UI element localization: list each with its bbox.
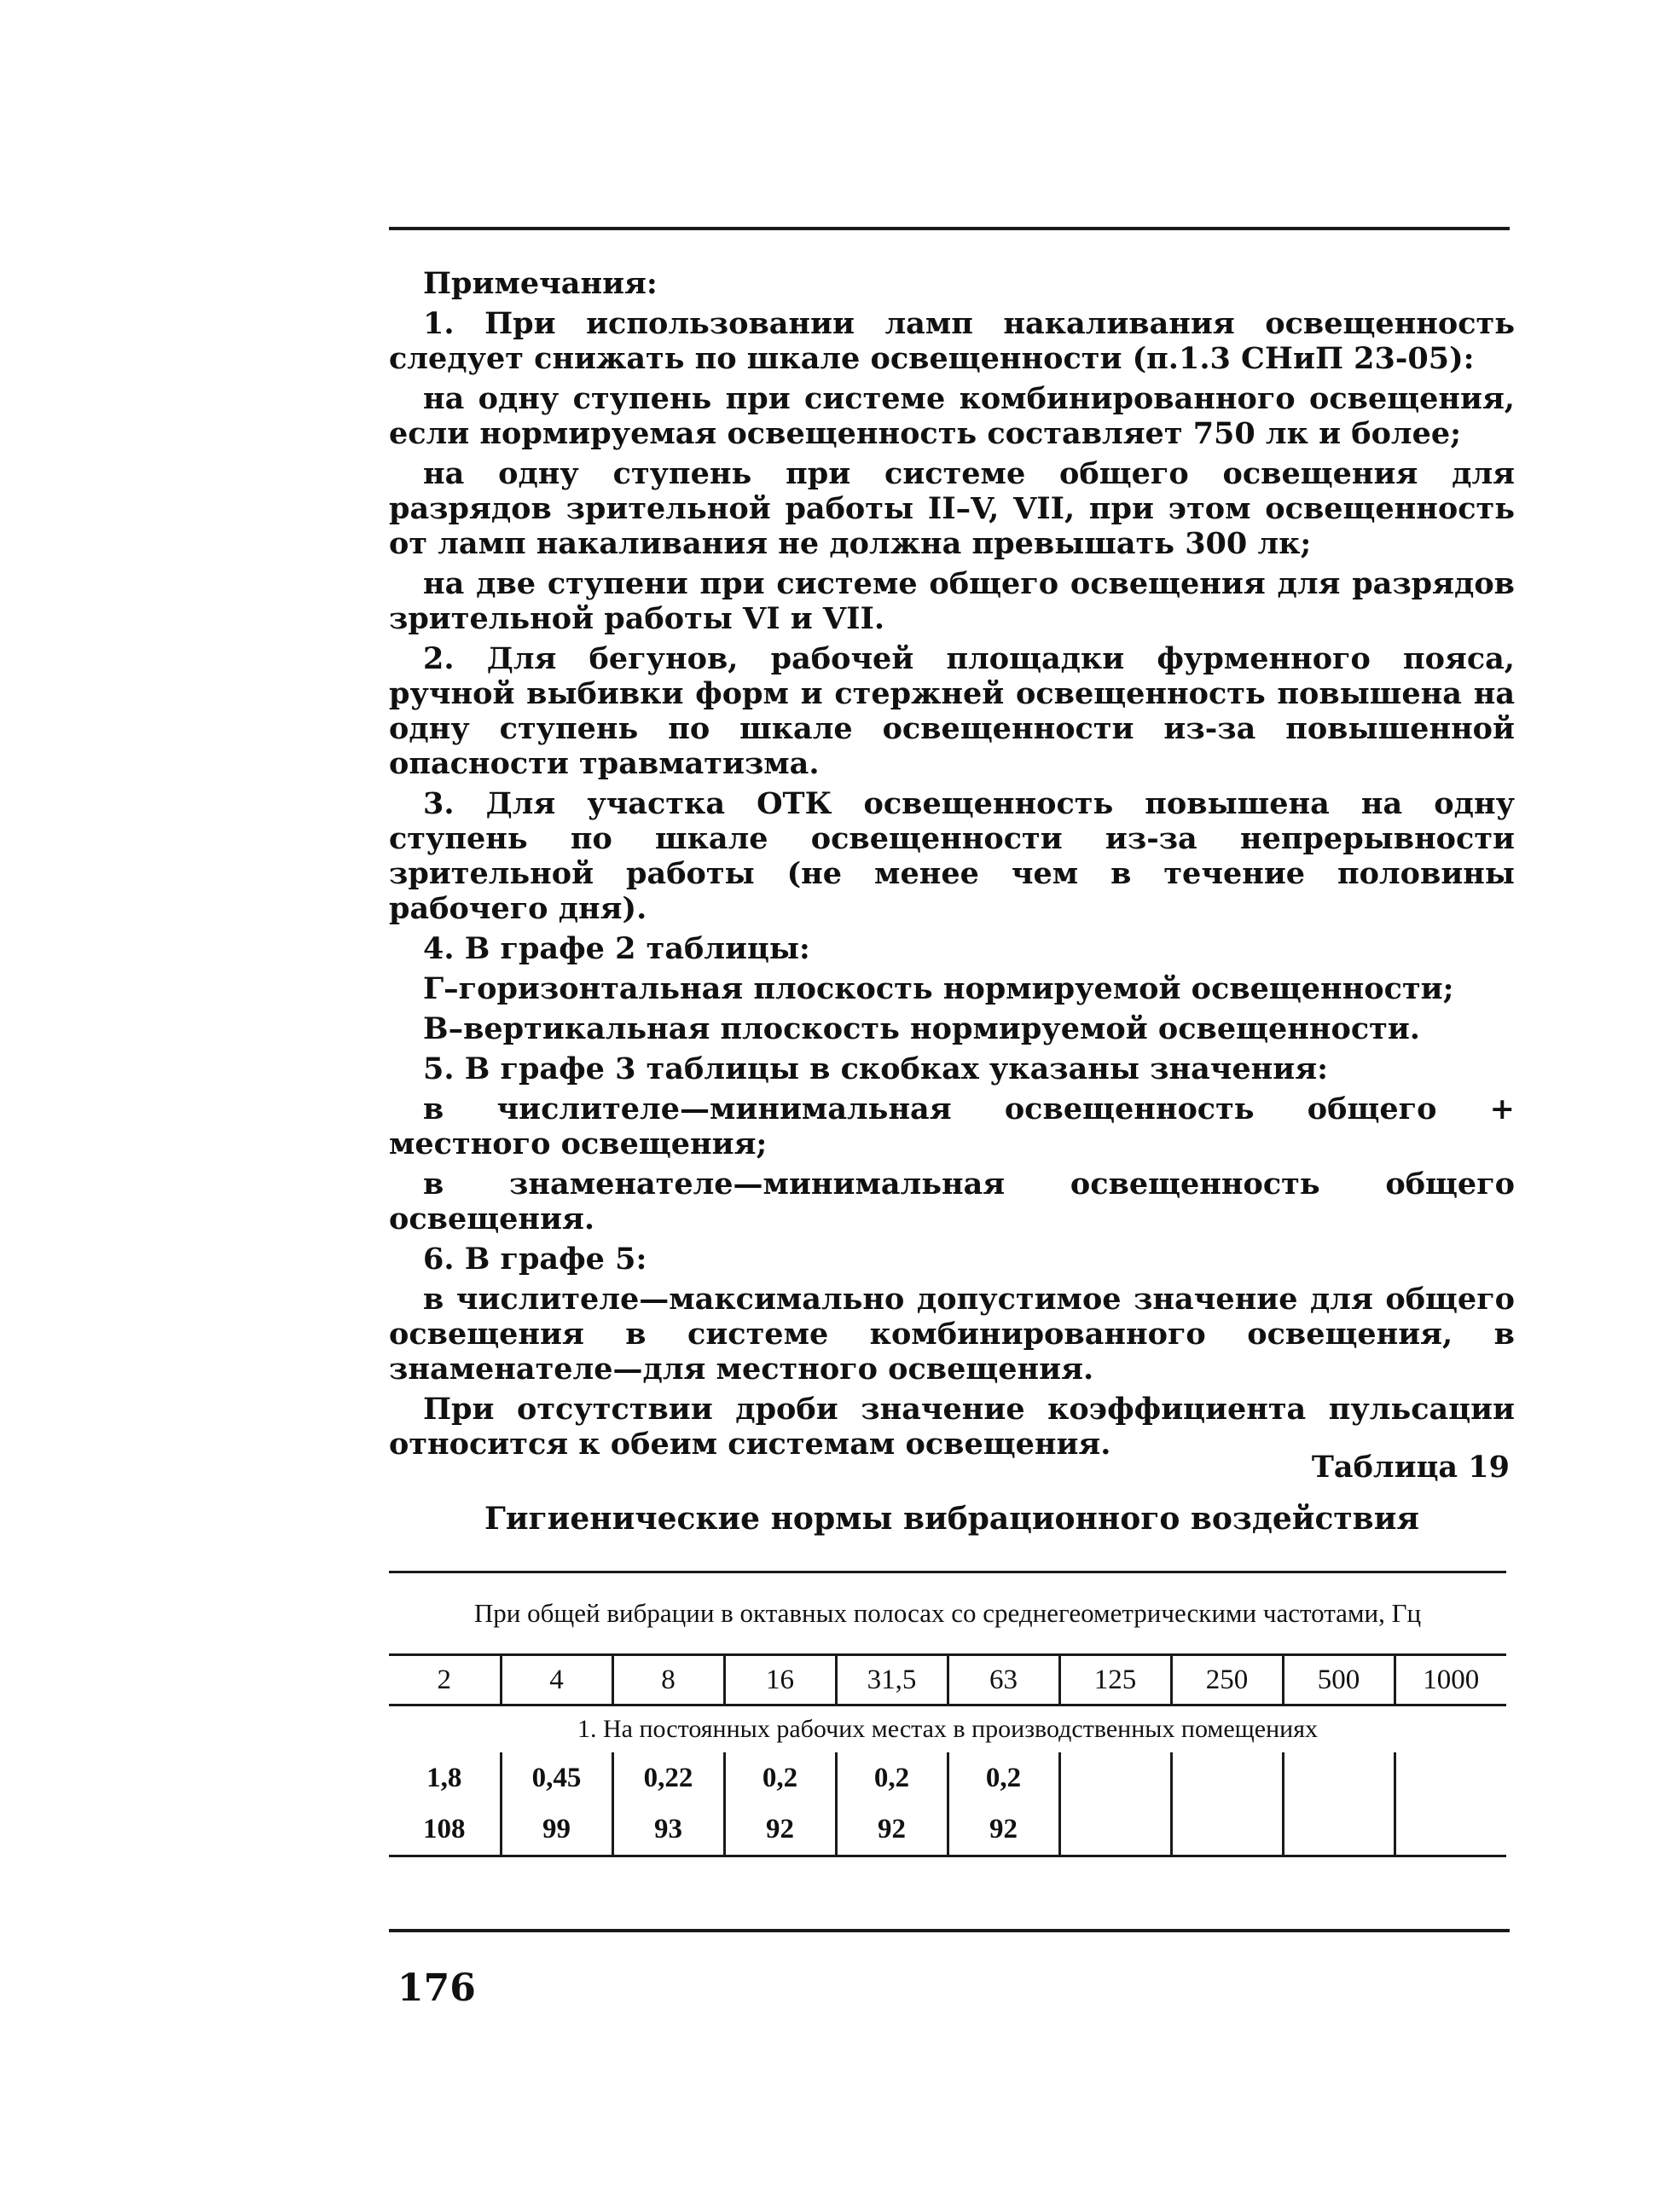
frequency-span-header: При общей вибрации в октавных полосах со среднегеометрическими частотами, Гц (389, 1572, 1506, 1655)
table-title: Гигиенические нормы вибрационного воздействия (484, 1501, 1419, 1537)
note-paragraph: в числителе—максимально допустимое значение для общего освещения в системе комбинированного освещения, в знаменателе—для местного освещения. (389, 1282, 1515, 1387)
frequency-cell: 31,5 (836, 1655, 948, 1705)
top-rule (389, 227, 1510, 230)
vibration-norms-table (389, 1571, 1506, 1857)
table-cell: 92 (836, 1804, 948, 1856)
frequency-cell: 2 (389, 1655, 501, 1705)
table-cell: 108 (389, 1804, 501, 1856)
frequency-cell: 500 (1283, 1655, 1395, 1705)
bottom-rule (389, 1929, 1510, 1932)
frequency-cell: 4 (501, 1655, 612, 1705)
frequency-cell: 8 (612, 1655, 724, 1705)
note-paragraph: При отсутствии дроби значение коэффициента пульсации относится к обеим системам освещения. (389, 1392, 1515, 1462)
note-paragraph: 6. В графе 5: (423, 1242, 647, 1277)
note-paragraph: в числителе—минимальная освещенность общего + местного освещения; (389, 1092, 1515, 1161)
table-cell (1395, 1752, 1506, 1804)
table-cell: 0,2 (724, 1752, 836, 1804)
note-paragraph: на две ступени при системе общего освещения для разрядов зрительной работы VI и VII. (389, 566, 1515, 636)
note-paragraph: на одну ступень при системе общего освещения для разрядов зрительной работы II–V, VII, при этом освещенность от ламп накаливания не должна превышать 300 лк; (389, 456, 1515, 561)
frequency-cell: 1000 (1395, 1655, 1506, 1705)
table-cell (1171, 1804, 1283, 1856)
table-number: Таблица 19 (1311, 1450, 1510, 1485)
table-cell: 1,8 (389, 1752, 501, 1804)
note-paragraph: Г–горизонтальная плоскость нормируемой освещенности; (423, 971, 1454, 1006)
table-cell (1283, 1804, 1395, 1856)
table-cell: 92 (948, 1804, 1059, 1856)
frequency-header-row (389, 1655, 1506, 1705)
table-cell: 92 (724, 1804, 836, 1856)
note-paragraph: в знаменателе—минимальная освещенность общего освещения. (389, 1167, 1515, 1236)
frequency-cell: 125 (1059, 1655, 1171, 1705)
table-cell: 0,2 (948, 1752, 1059, 1804)
table-cell: 0,22 (612, 1752, 724, 1804)
table-cell: 0,45 (501, 1752, 612, 1804)
table-row (389, 1752, 1506, 1804)
notes-heading: Примечания: (423, 266, 658, 301)
table-cell: 99 (501, 1804, 612, 1856)
section-row (389, 1705, 1506, 1753)
table-cell (1171, 1752, 1283, 1804)
note-paragraph: В–вертикальная плоскость нормируемой освещенности. (423, 1011, 1420, 1046)
table-row (389, 1804, 1506, 1856)
notes-block (389, 266, 1515, 1467)
frequency-cell: 16 (724, 1655, 836, 1705)
table-cell (1059, 1804, 1171, 1856)
section-title: 1. На постоянных рабочих местах в производственных помещениях (577, 1715, 1319, 1743)
table-cell: 93 (612, 1804, 724, 1856)
note-paragraph: 4. В графе 2 таблицы: (423, 931, 810, 966)
note-paragraph: 3. Для участка ОТК освещенность повышена на одну ступень по шкале освещенности из-за непрерывности зрительной работы (не менее чем в течение половины рабочего дня). (389, 786, 1515, 926)
note-paragraph: 5. В графе 3 таблицы в скобках указаны значения: (423, 1051, 1329, 1086)
page-number: 176 (397, 1966, 476, 2010)
note-paragraph: на одну ступень при системе комбинированного освещения, если нормируемая освещенность составляет 750 лк и более; (389, 381, 1515, 451)
table-cell (1395, 1804, 1506, 1856)
note-paragraph: 1. При использовании ламп накаливания освещенность следует снижать по шкале освещенности (п.1.3 СНиП 23-05): (389, 306, 1515, 376)
note-paragraph: 2. Для бегунов, рабочей площадки фурменного пояса, ручной выбивки форм и стержней освещенность повышена на одну ступень по шкале освещенности из-за повышенной опасности травматизма. (389, 641, 1515, 781)
table-cell: 0,2 (836, 1752, 948, 1804)
table-cell (1283, 1752, 1395, 1804)
table-cell (1059, 1752, 1171, 1804)
frequency-cell: 250 (1171, 1655, 1283, 1705)
frequency-cell: 63 (948, 1655, 1059, 1705)
